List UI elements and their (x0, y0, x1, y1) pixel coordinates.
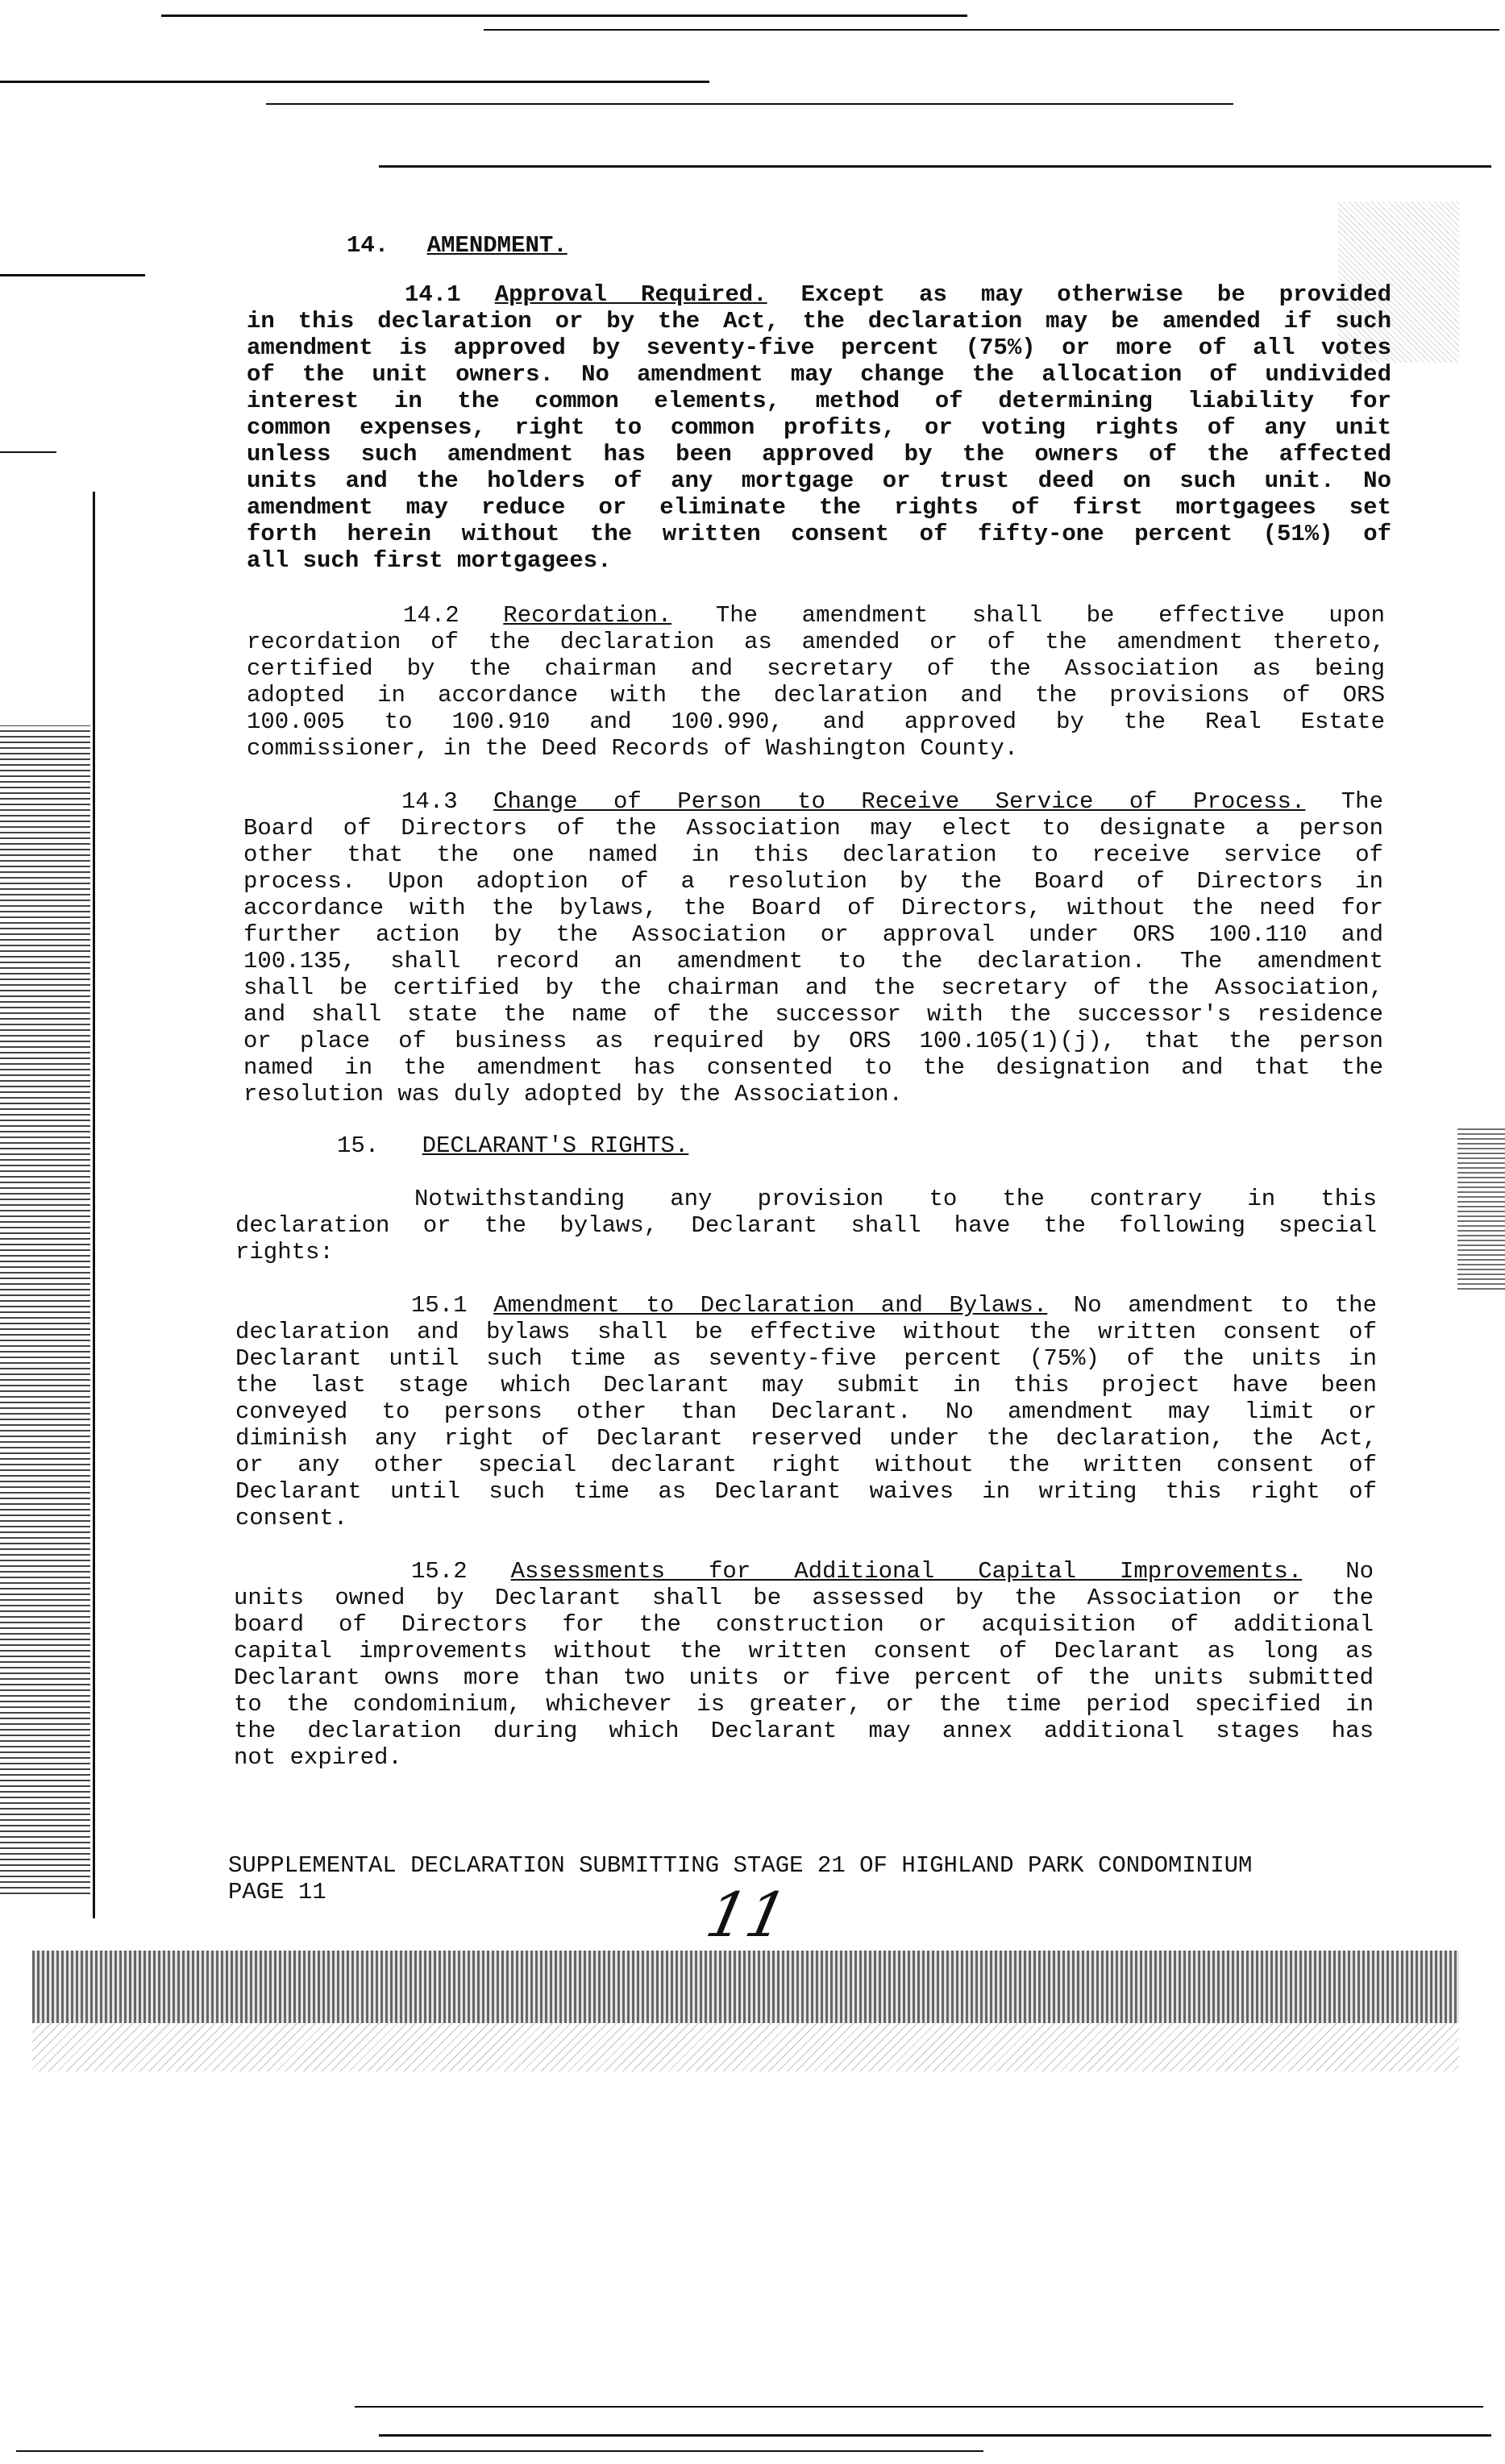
text-line: conveyed to persons other than Declarant. No amendment may limit or (235, 1398, 1377, 1425)
text-line: 100.005 to 100.910 and 100.990, and approved by the Real Estate (247, 708, 1385, 735)
paragraph-heading: Amendment to Declaration and Bylaws. (493, 1292, 1048, 1319)
text-line (235, 1292, 1377, 1319)
section-15-number: 15. (337, 1132, 380, 1159)
text-line-content: The (1341, 788, 1383, 815)
paragraph-14-1 (247, 281, 1391, 574)
text-line: Notwithstanding any provision to the contrary in this (414, 1186, 1377, 1212)
text-line: in this declaration or by the Act, the declaration may be amended if such (247, 308, 1391, 334)
section-15-title: DECLARANT'S RIGHTS. (422, 1132, 689, 1159)
text-line: interest in the common elements, method of determining liability for (247, 388, 1391, 414)
text-line: diminish any right of Declarant reserved under the declaration, the Act, (235, 1425, 1377, 1452)
scan-line-left-1 (0, 451, 56, 453)
text-line: 100.135, shall record an amendment to the declaration. The amendment (243, 948, 1383, 974)
section-14-number: 14. (347, 232, 389, 259)
scan-noise-right (1457, 1128, 1505, 1290)
text-line (247, 602, 1385, 629)
text-line: shall be certified by the chairman and the secretary of the Association, (243, 974, 1383, 1001)
scan-line-bottom-1 (355, 2406, 1483, 2408)
scan-line-top-5 (379, 165, 1491, 168)
text-line: consent. (235, 1505, 348, 1531)
section-14-heading (347, 232, 567, 259)
scan-line-top-1 (161, 15, 967, 17)
paragraph-number: 15.2 (411, 1558, 468, 1585)
text-line: other that the one named in this declaration to receive service of (243, 841, 1383, 868)
text-line: certified by the chairman and secretary of the Association as being (247, 655, 1385, 682)
footer (228, 1852, 1373, 1905)
paragraph-number: 14.3 (401, 788, 458, 815)
text-line: recordation of the declaration as amended or of the amendment thereto, (247, 629, 1385, 655)
scan-line-top-4 (266, 103, 1233, 105)
text-line: declaration and bylaws shall be effective without the written consent of (235, 1319, 1377, 1345)
paragraph-number: 14.1 (405, 281, 461, 308)
paragraph-heading: Recordation. (503, 602, 672, 629)
section-14-title: AMENDMENT. (426, 232, 567, 259)
text-line: capital improvements without the written consent of Declarant as long as (234, 1638, 1374, 1664)
text-line: or any other special declarant right without the written consent of (235, 1452, 1377, 1478)
text-line: all such first mortgagees. (247, 547, 612, 574)
text-line: to the condominium, whichever is greater, or the time period specified in (234, 1691, 1374, 1718)
text-line: of the unit owners. No amendment may change the allocation of undivided (247, 361, 1391, 388)
text-line: the last stage which Declarant may submit in this project have been (235, 1372, 1377, 1398)
footer-title: SUPPLEMENTAL DECLARATION SUBMITTING STAGE 21 OF HIGHLAND PARK CONDOMINIUM (228, 1852, 1253, 1879)
text-line-content: No (1345, 1558, 1374, 1585)
footer-page: PAGE 11 (228, 1879, 326, 1905)
text-line: process. Upon adoption of a resolution by the Board of Directors in (243, 868, 1383, 895)
text-line: units and the holders of any mortgage or trust deed on such unit. No (247, 467, 1391, 494)
text-line: adopted in accordance with the declaration and the provisions of ORS (247, 682, 1385, 708)
text-line (234, 1558, 1374, 1585)
paragraph-number: 14.2 (403, 602, 459, 629)
text-line: Declarant until such time as seventy-five percent (75%) of the units in (235, 1345, 1377, 1372)
text-line: Board of Directors of the Association may elect to designate a person (243, 815, 1383, 841)
text-line: common expenses, right to common profits, or voting rights of any unit (247, 414, 1391, 441)
paragraph-heading: Assessments for Additional Capital Improvements. (510, 1558, 1303, 1585)
text-line: Declarant until such time as Declarant waives in writing this right of (235, 1478, 1377, 1505)
text-line: rights: (235, 1239, 334, 1265)
text-line: unless such amendment has been approved by the owners of the affected (247, 441, 1391, 467)
scan-edge-left (93, 492, 95, 1918)
text-line: not expired. (234, 1744, 402, 1771)
scan-noise-bottom-dots (32, 2023, 1459, 2071)
text-line: or place of business as required by ORS 100.105(1)(j), that the person (243, 1028, 1383, 1054)
text-line: resolution was duly adopted by the Association. (243, 1081, 903, 1107)
text-line: forth herein without the written consent of fifty-one percent (51%) of (247, 521, 1391, 547)
scan-line-bottom-3 (16, 2450, 983, 2452)
text-line: accordance with the bylaws, the Board of Directors, without the need for (243, 895, 1383, 921)
text-line-content: No amendment to the (1073, 1292, 1377, 1319)
text-line: amendment may reduce or eliminate the rights of first mortgagees set (247, 494, 1391, 521)
scan-line-bottom-2 (379, 2434, 1491, 2437)
text-line-content: The amendment shall be effective upon (715, 602, 1386, 629)
paragraph-15-intro (235, 1186, 1377, 1265)
text-line (247, 281, 1391, 308)
scan-line-top-6 (0, 274, 145, 276)
text-line: further action by the Association or approval under ORS 100.110 and (243, 921, 1383, 948)
paragraph-14-2 (247, 602, 1385, 762)
text-line: board of Directors for the construction or acquisition of additional (234, 1611, 1374, 1638)
paragraph-14-3 (243, 788, 1383, 1107)
text-line: units owned by Declarant shall be assessed by the Association or the (234, 1585, 1374, 1611)
text-line: Declarant owns more than two units or five percent of the units submitted (234, 1664, 1374, 1691)
text-line: the declaration during which Declarant may annex additional stages has (234, 1718, 1374, 1744)
text-line: declaration or the bylaws, Declarant shall have the following special (235, 1212, 1377, 1239)
text-line: commissioner, in the Deed Records of Washington County. (247, 735, 1019, 762)
scan-line-top-2 (484, 29, 1499, 31)
text-line: and shall state the name of the successor with the successor's residence (243, 1001, 1383, 1028)
text-line: named in the amendment has consented to the designation and that the (243, 1054, 1383, 1081)
paragraph-15-1 (235, 1292, 1377, 1531)
paragraph-heading: Change of Person to Receive Service of Process. (493, 788, 1306, 815)
text-line-content: Except as may otherwise be provided (800, 281, 1391, 308)
handwritten-page-number: 11 (700, 1879, 794, 1951)
scan-noise-left (0, 725, 90, 1894)
text-line (243, 788, 1383, 815)
scan-line-top-3 (0, 81, 709, 83)
paragraph-15-2 (234, 1558, 1374, 1771)
paragraph-heading: Approval Required. (494, 281, 767, 308)
section-15-heading (337, 1132, 688, 1159)
scan-noise-bottom-band (32, 1951, 1459, 2023)
paragraph-number: 15.1 (411, 1292, 468, 1319)
text-line: amendment is approved by seventy-five percent (75%) or more of all votes (247, 334, 1391, 361)
